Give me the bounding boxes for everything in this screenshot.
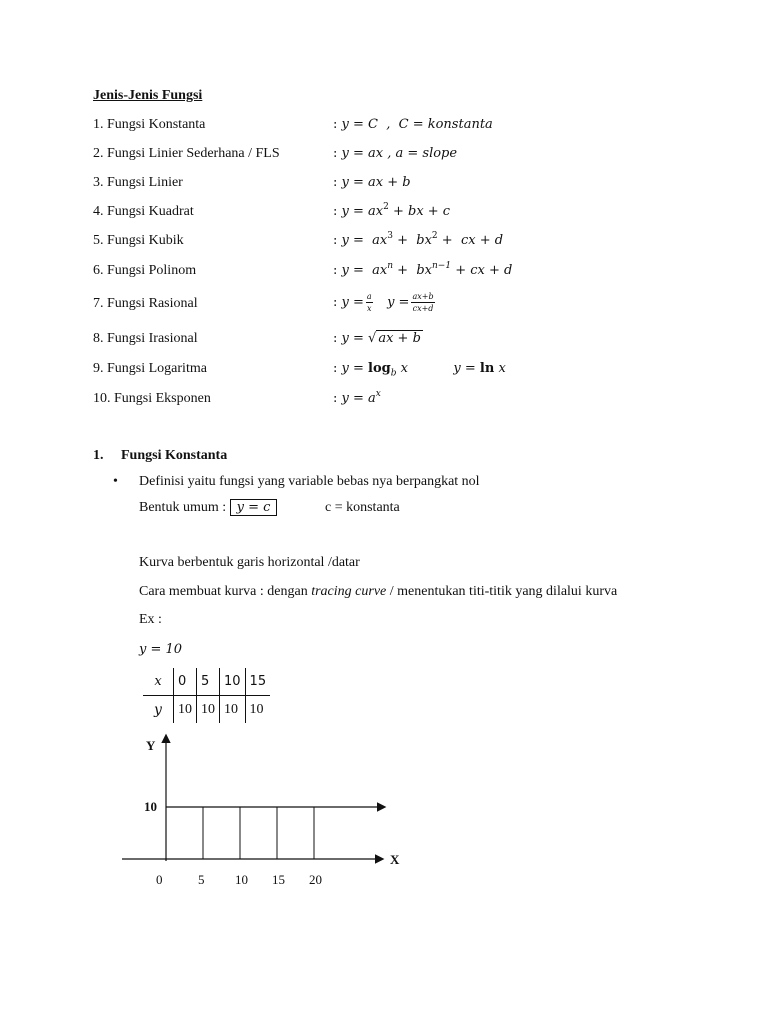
- function-name: 10. Fungsi Eksponen: [93, 391, 211, 406]
- function-name: 1. Fungsi Konstanta: [93, 117, 206, 132]
- formula-polinom: : $y = ax^n + bx^{n-1}$ + cx + d: [333, 261, 513, 278]
- function-name: 9. Fungsi Logaritma: [93, 361, 207, 376]
- function-name: 7. Fungsi Rasional: [93, 296, 198, 311]
- y-axis-label: Y: [146, 738, 156, 753]
- table-cell: 15: [245, 668, 270, 696]
- formula-logaritma: : $y = \log_b x$ y = ln x: [333, 361, 506, 379]
- table-cell: 10: [220, 668, 246, 696]
- table-cell: 10: [174, 696, 197, 724]
- function-name: 8. Fungsi Irasional: [93, 331, 198, 346]
- formula-kubik: : $y = ax^3 + bx^2$ + cx + d: [333, 231, 504, 248]
- formula-kuadrat: : $y = ax^2$ + bx + c: [333, 202, 451, 219]
- x-axis-label: X: [390, 852, 400, 867]
- x-tick-label: 15: [272, 872, 285, 887]
- formula-irasional: : y = √ ax + b: [333, 331, 421, 346]
- definition-text: Definisi yaitu fungsi yang variable bebas nya berpangkat nol: [139, 474, 480, 489]
- table-cell: 10: [245, 696, 270, 724]
- x-tick-label: 10: [235, 872, 248, 887]
- cara-text: Cara membuat kurva : dengan tracing curve / menentukan titi-titik yang dilalui kurva: [139, 584, 618, 599]
- function-name: 6. Fungsi Polinom: [93, 263, 197, 278]
- example-label: Ex :: [139, 612, 162, 627]
- formula-eksponen: : $y = a^x$: [333, 389, 381, 406]
- bullet-icon: •: [113, 474, 118, 489]
- table-cell: 10: [197, 696, 220, 724]
- bentuk-umum-note: c = konstanta: [325, 500, 400, 515]
- x-tick-label: 20: [309, 872, 322, 887]
- formula-linier: : y = ax + b: [333, 175, 411, 190]
- section-title: 1. Fungsi Konstanta: [93, 448, 228, 463]
- function-name: 5. Fungsi Kubik: [93, 233, 184, 248]
- function-name: 3. Fungsi Linier: [93, 175, 183, 190]
- bentuk-umum-formula: y = c: [230, 499, 278, 516]
- table-cell: 10: [220, 696, 246, 724]
- page-heading: Jenis-Jenis Fungsi: [93, 88, 203, 103]
- table-cell: 5: [197, 668, 220, 696]
- example-equation: y = 10: [139, 642, 183, 657]
- x-tick-label: 0: [156, 872, 163, 887]
- bentuk-umum-label: Bentuk umum :: [139, 500, 227, 515]
- formula-konstanta: : y = C , C = konstanta: [333, 117, 493, 132]
- function-name: 4. Fungsi Kuadrat: [93, 204, 194, 219]
- formula-fls: : y = ax , a = slope: [333, 146, 458, 161]
- function-name: 2. Fungsi Linier Sederhana / FLS: [93, 146, 280, 161]
- table-cell: 0: [174, 668, 197, 696]
- x-tick-label: 5: [198, 872, 205, 887]
- formula-rasional: : y = $\frac{a}{x}$ y = $\frac{ax+b}{cx+d}$: [333, 292, 434, 313]
- table-header-y: y: [154, 701, 162, 718]
- y-tick-label: 10: [144, 799, 157, 814]
- table-header-x: x: [143, 668, 174, 696]
- kurva-text: Kurva berbentuk garis horizontal /datar: [139, 555, 360, 570]
